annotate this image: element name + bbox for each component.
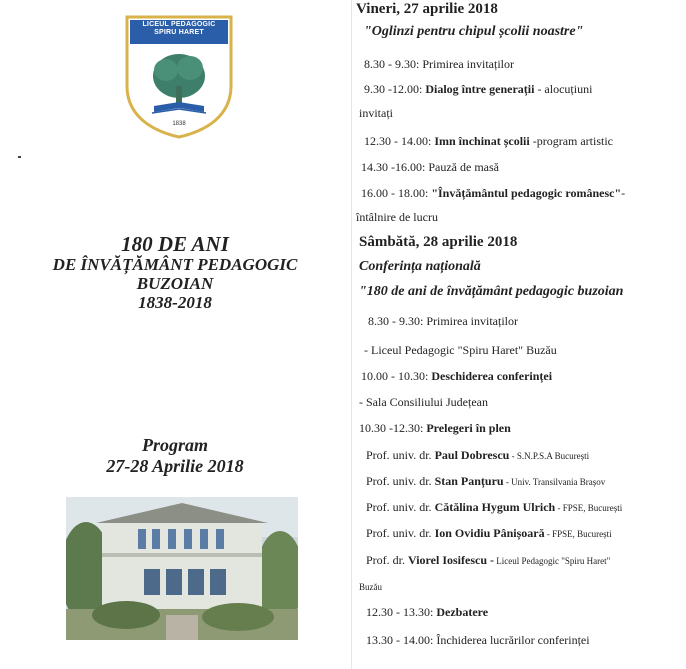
item-time: 12.30 - 13.30: [366,605,434,619]
scan-dot [18,156,21,158]
day1-theme: "Oglinzi pentru chipul școlii noastre" [364,24,584,39]
crest-school-name [124,21,234,37]
item-text: Pauză de masă [428,160,499,174]
speaker-affiliation: Liceul Pedagogic "Spiru Haret" [494,556,611,566]
program-dates: 27-28 Aprilie 2018 [106,456,244,476]
day2-heading: Sâmbătă, 28 aprilie 2018 [359,234,518,250]
building-image-icon [66,497,298,640]
item-text: Primirea invitaților [422,57,514,71]
crest-name-line2: SPIRU HARET [154,29,204,36]
item-time: 10.30 -12.30: [359,421,424,435]
item-text: - [621,186,626,200]
speaker-name: Ion Ovidiu Pânișoară [434,526,545,540]
speaker-dash: - [487,553,494,567]
day2-item2 [361,369,552,384]
item-text: Închiderea lucrărilor conferinței [436,633,590,647]
item-time: 8.30 - 9.30: [368,314,424,328]
speaker-affiliation: - Univ. Transilvania Brașov [503,477,606,487]
speaker-title: Prof. dr. [366,553,405,567]
item-time: 13.30 - 14.00: [366,633,434,647]
item-time: 14.30 -16.00: [361,160,426,174]
item-title: "Învățământul pedagogic românesc" [431,186,622,200]
day2-item4 [366,605,488,620]
title-line1: 180 DE ANI [121,232,229,256]
day2-venue1: - Liceul Pedagogic "Spiru Haret" Buzău [364,343,557,357]
school-building-photo [66,497,298,640]
day1-heading: Vineri, 27 aprilie 2018 [356,1,498,17]
speaker-city: Buzău [359,582,382,592]
speaker-row [366,474,605,489]
day1-item5-cont: întâlnire de lucru [356,210,438,224]
crest-year: 1838 [172,121,186,127]
item-title: Deschiderea conferinței [431,369,553,383]
day1-item2 [364,82,592,97]
item-text: Primirea invitaților [426,314,518,328]
speaker-name: Viorel Iosifescu [408,553,487,567]
speaker-title: Prof. univ. dr. [366,474,432,488]
speaker-row [366,500,622,515]
speaker-title: Prof. univ. dr. [366,448,432,462]
day1-item3 [364,134,613,149]
program-heading [0,435,350,477]
day2-item3 [359,421,511,436]
page-fold [351,0,352,669]
title-line2: DE ÎNVĂȚĂMÂNT PEDAGOGIC [52,255,298,274]
speaker-row [366,448,589,463]
item-text: - alocuțiuni [534,82,593,96]
day2-event: Conferința națională [359,259,481,274]
item-time: 10.00 - 10.30: [361,369,429,383]
speaker-affiliation: - S.N.P.S.A București [509,451,590,461]
day2-venue2: - Sala Consiliului Județean [359,395,488,409]
day1-item5 [361,186,625,201]
item-text: -program artistic [529,134,614,148]
item-title: Dezbatere [436,605,489,619]
item-time: 12.30 - 14.00: [364,134,432,148]
item-time: 16.00 - 18.00: [361,186,429,200]
day1-item2-cont: invitați [359,106,393,120]
speaker-name: Stan Panțuru [434,474,504,488]
speaker-affiliation: - FPSE, București [544,529,612,539]
day1-item1 [364,57,514,72]
item-time: 8.30 - 9.30: [364,57,420,71]
speaker-row [366,526,612,541]
speaker-affiliation: - FPSE, București [555,503,623,513]
schedule-panel [356,0,686,669]
item-title: Prelegeri în plen [426,421,511,435]
title-years: 1838-2018 [138,293,212,312]
speaker-row [366,553,610,568]
speaker-title: Prof. univ. dr. [366,500,432,514]
school-crest [124,14,234,140]
program-label: Program [141,435,208,455]
crest-name-line1: LICEUL PEDAGOGIC [142,21,216,28]
item-title: Dialog între generații [425,82,535,96]
item-time: 9.30 -12.00: [364,82,423,96]
day2-item1 [368,314,518,329]
day2-theme: "180 de ani de învățământ pedagogic buzoian [359,284,624,299]
title-line3: BUZOIAN [136,274,214,293]
day1-item4 [361,160,499,175]
speaker-title: Prof. univ. dr. [366,526,432,540]
day2-item5 [366,633,590,648]
anniversary-title [0,233,350,312]
speaker-name: Paul Dobrescu [434,448,510,462]
item-title: Imn închinat școlii [434,134,530,148]
speaker-name: Cătălina Hygum Ulrich [434,500,556,514]
